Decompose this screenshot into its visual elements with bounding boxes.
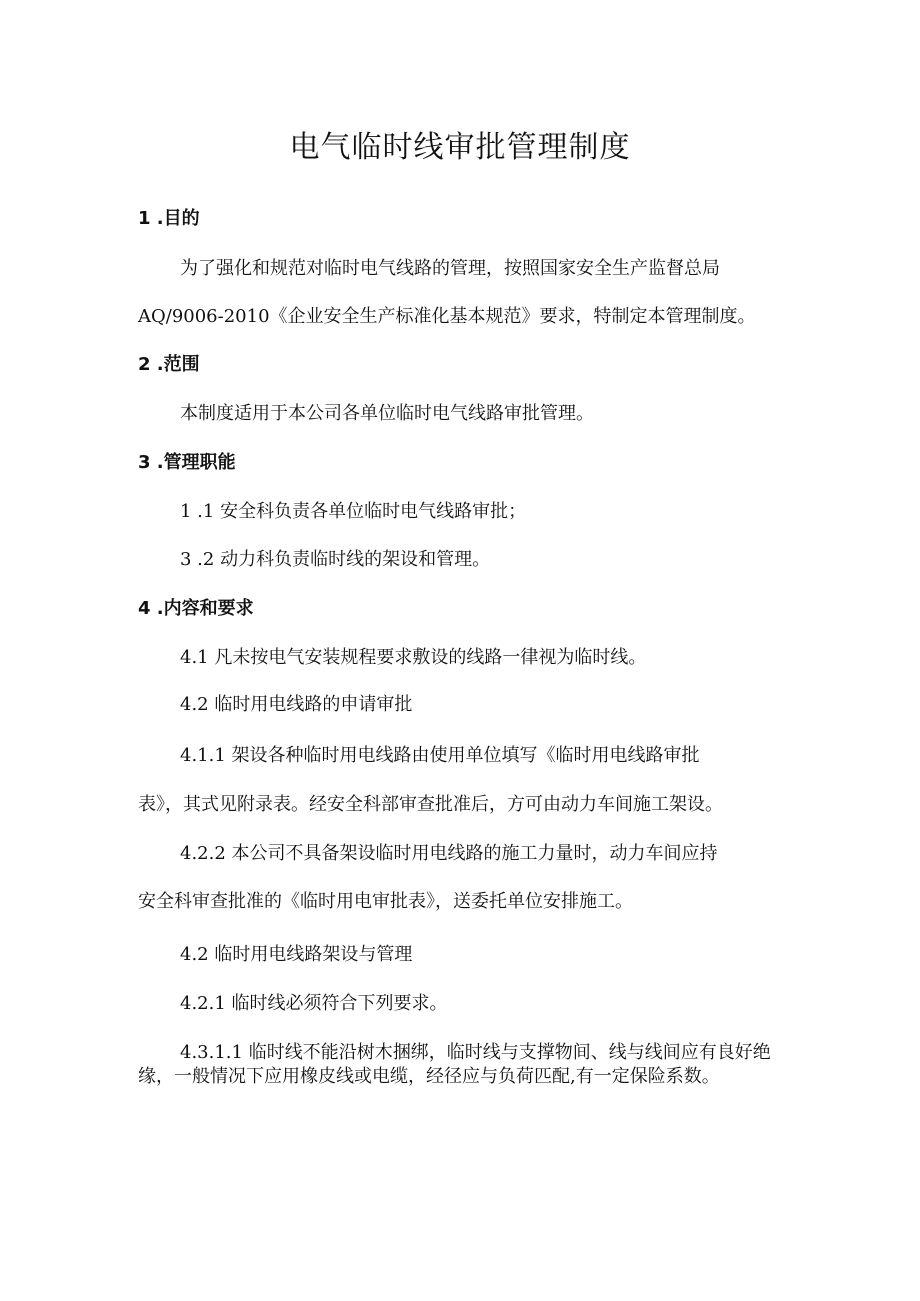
section-4-heading: 4 .内容和要求 (138, 598, 254, 619)
section-2-paragraph: 本制度适用于本公司各单位临时电气线路审批管理。 (180, 403, 594, 424)
section-4-3-1-1-text: 4.3.1.1 临时线不能沿树木捆绑，临时线与支撑物间、线与线间应有良好绝缘，一般情况下应用橡皮线或电缆，经径应与负荷匹配,有一定保险系数。 (138, 1042, 771, 1087)
section-4-2: 4.2 临时用电线路的申请审批 (180, 694, 413, 715)
section-4-1-1-line-1: 4.1.1 架设各种临时用电线路由使用单位填写《临时用电线路审批 (180, 745, 700, 766)
section-4-2-2-line-2: 安全科审查批准的《临时用电审批表》，送委托单位安排施工。 (138, 891, 633, 912)
section-4-2-1: 4.2.1 临时线必须符合下列要求。 (180, 993, 448, 1014)
section-3-heading: 3 .管理职能 (138, 452, 236, 473)
section-2-heading: 2 .范围 (138, 354, 200, 375)
section-4-1: 4.1 凡未按电气安装规程要求敷设的线路一律视为临时线。 (180, 647, 647, 668)
section-1-paragraph-line-2: AQ/9006-2010《企业安全生产标准化基本规范》要求，特制定本管理制度。 (138, 306, 756, 327)
section-1-paragraph-line-1: 为了强化和规范对临时电气线路的管理，按照国家安全生产监督总局 (180, 258, 720, 279)
section-3-item-1: 1 .1 安全科负责各单位临时电气线路审批； (180, 501, 527, 522)
section-1-heading: 1 .目的 (138, 208, 200, 229)
section-4-3-1-1-paragraph (138, 1041, 786, 1089)
section-3-item-2: 3 .2 动力科负责临时线的架设和管理。 (180, 549, 491, 570)
section-4-1-1-line-2: 表》，其式见附录表。经安全科部审查批准后，方可由动力车间施工架设。 (138, 794, 723, 815)
document-title: 电气临时线审批管理制度 (289, 130, 631, 165)
section-4-2-2-line-1: 4.2.2 本公司不具备架设临时用电线路的施工力量时，动力车间应持 (180, 843, 718, 864)
section-4-2-heading: 4.2 临时用电线路架设与管理 (180, 944, 413, 965)
